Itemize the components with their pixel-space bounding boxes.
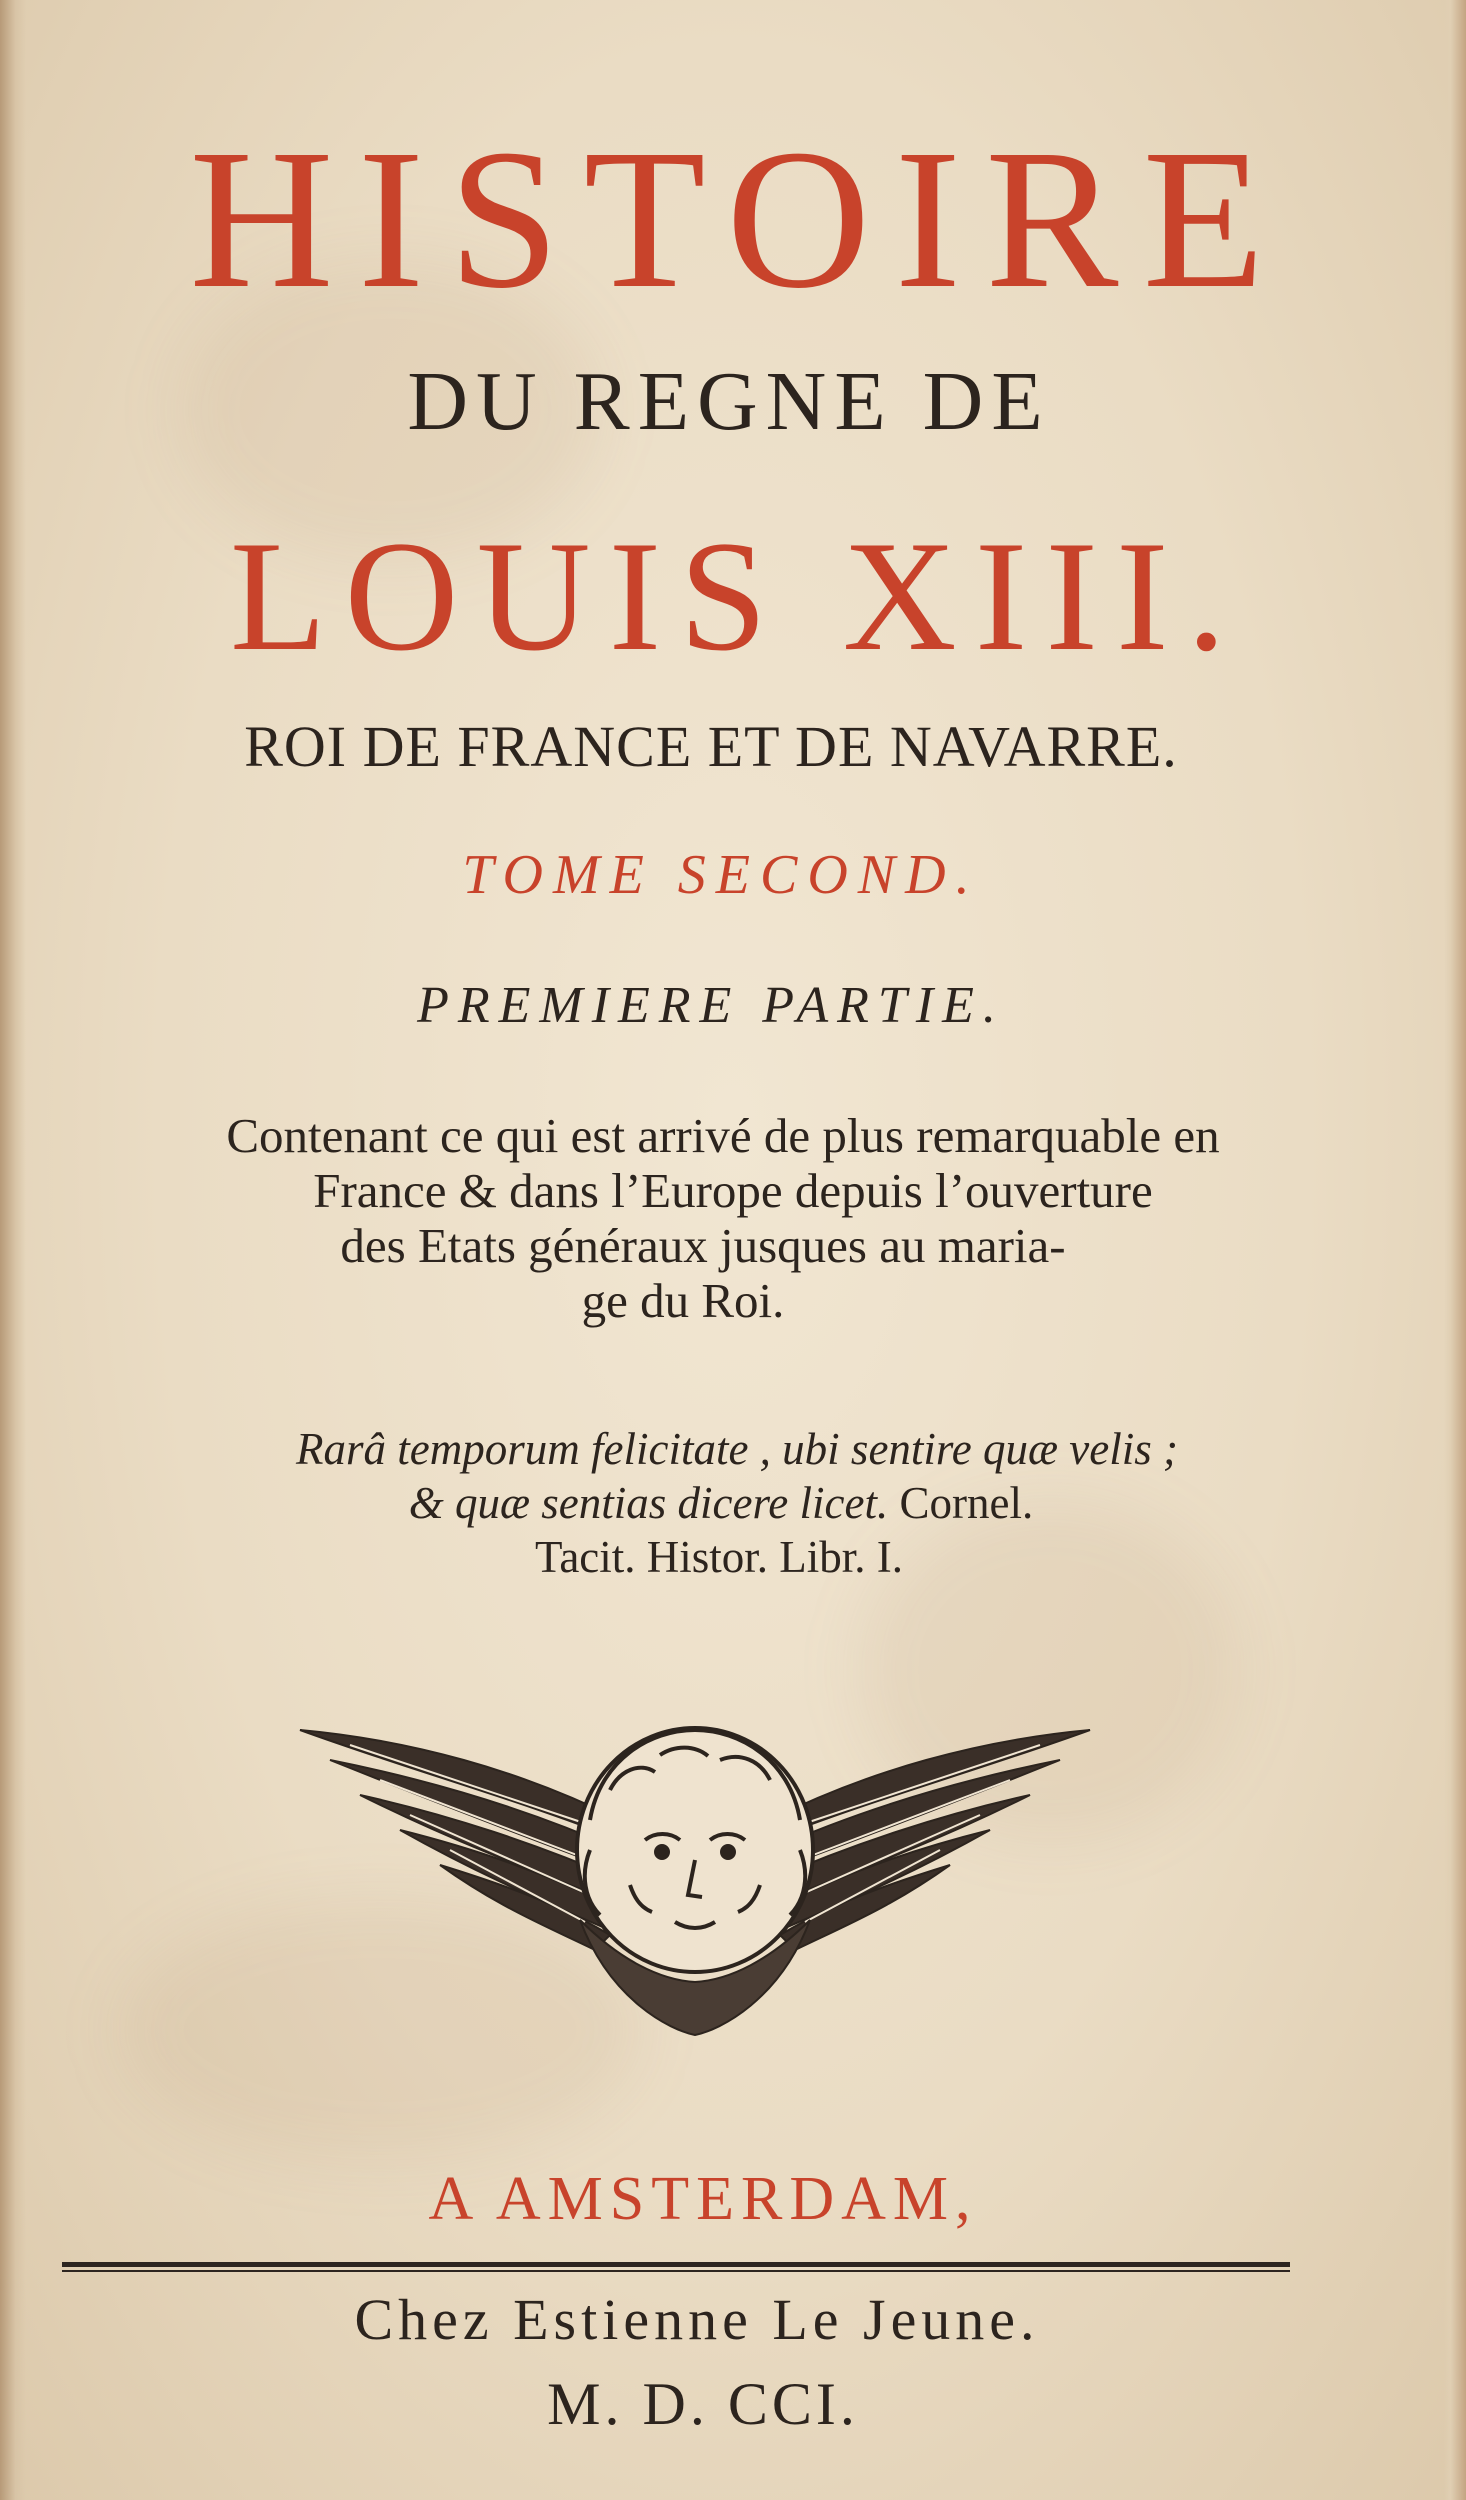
title-louis-xiii: LOUIS XIII. xyxy=(229,509,1245,684)
title-du-regne-de: DU REGNE DE xyxy=(407,355,1051,448)
description-line: Contenant ce qui est arrivé de plus remarquable en xyxy=(226,1108,1220,1163)
winged-cherub-icon xyxy=(290,1700,1100,2040)
imprint-date: M. D. CCI. xyxy=(547,2371,859,2437)
description-line: des Etats généraux jusques au maria- xyxy=(340,1218,1066,1273)
epigraph-attribution: Tacit. Histor. Libr. I. xyxy=(534,1532,904,1582)
title-roi-de-france: ROI DE FRANCE ET DE NAVARRE. xyxy=(244,714,1178,779)
rule-thick-line xyxy=(62,2262,1290,2267)
epigraph-line xyxy=(4,1422,1466,1476)
title-histoire: HISTOIRE xyxy=(189,109,1289,330)
volume-label: TOME SECOND. xyxy=(462,844,980,906)
description-line: ge du Roi. xyxy=(581,1273,785,1328)
epigraph-text: & quæ sentias dicere licet. xyxy=(408,1478,889,1528)
epigraph-line xyxy=(0,1476,1454,1530)
imprint-rule xyxy=(62,2262,1290,2272)
epigraph-attribution: Cornel. xyxy=(899,1478,1034,1528)
description-line: France & dans l’Europe depuis l’ouverture xyxy=(313,1163,1153,1218)
imprint-printer: Chez Estienne Le Jeune. xyxy=(354,2287,1040,2352)
imprint-place: A AMSTERDAM, xyxy=(428,2165,978,2233)
rule-thin-line xyxy=(62,2270,1290,2272)
epigraph-text: Rarâ temporum felicitate , ubi sentire quæ velis ; xyxy=(296,1424,1178,1474)
part-label: PREMIERE PARTIE. xyxy=(417,977,1005,1034)
